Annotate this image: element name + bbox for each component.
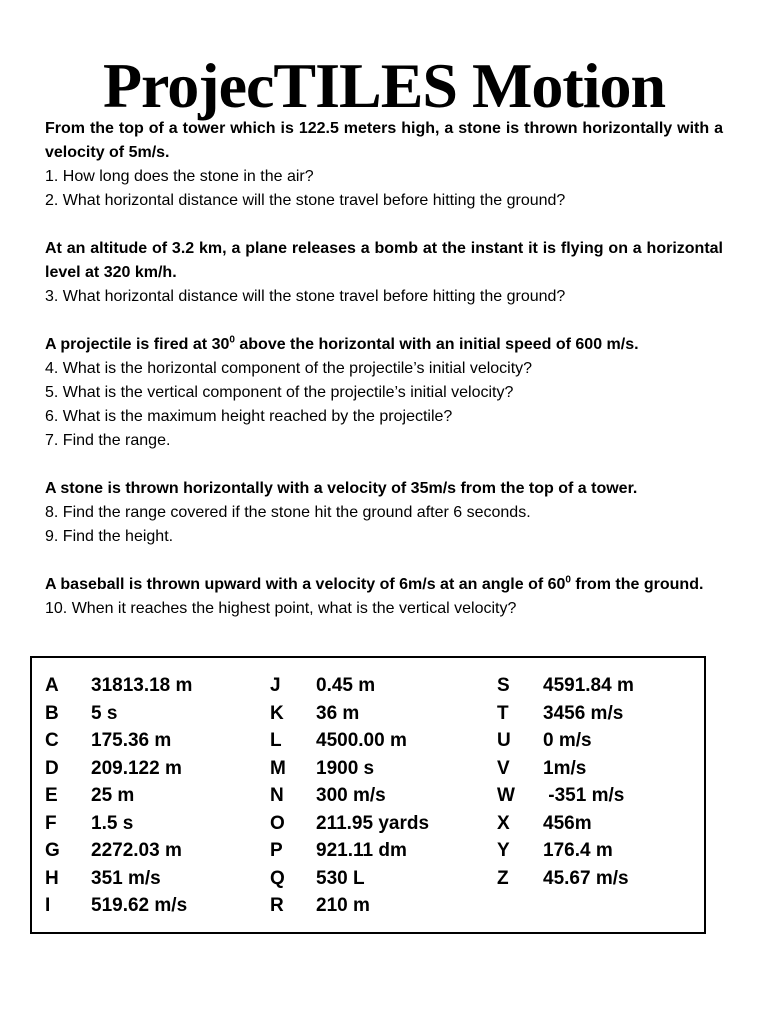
answer-letter: Y <box>497 840 510 861</box>
answer-value: 456m <box>543 812 592 834</box>
answer-letter: I <box>45 895 51 916</box>
statement-part: above the horizontal with an initial speed of 600 m/s. <box>234 336 639 353</box>
problem-statement <box>45 333 723 357</box>
answer-value: 25 m <box>91 785 135 806</box>
statement-part: A projectile is fired at 30 <box>45 336 230 353</box>
answer-letter: G <box>45 840 60 861</box>
answer-value: 3456 m/s <box>543 702 624 724</box>
answer-value: 4500.00 m <box>316 730 407 751</box>
degree-superscript: 0 <box>229 334 235 346</box>
answer-value: 4591.84 m <box>543 675 634 696</box>
answer-row <box>270 782 429 810</box>
page-title: ProjecTILES Motion <box>102 50 666 121</box>
answer-letter: K <box>270 702 284 724</box>
answer-letter: Q <box>270 867 285 889</box>
answer-row <box>45 700 192 728</box>
answer-letter: R <box>270 895 284 916</box>
answer-row <box>45 892 192 920</box>
answer-letter: C <box>45 730 59 751</box>
answer-value: 530 L <box>316 867 365 889</box>
answer-column-3 <box>497 672 634 892</box>
answer-row <box>45 837 192 865</box>
answer-letter: E <box>45 785 58 806</box>
question-6: 6. What is the maximum height reached by the projectile? <box>45 408 453 425</box>
answer-letter: M <box>270 757 286 779</box>
answer-letter: B <box>45 702 59 724</box>
answer-key-box <box>30 656 706 934</box>
answer-letter: T <box>497 702 509 724</box>
answer-row <box>270 755 429 783</box>
answer-value: 31813.18 m <box>91 675 193 696</box>
question-8: 8. Find the range covered if the stone hit the ground after 6 seconds. <box>45 504 531 521</box>
answer-letter: Z <box>497 867 509 889</box>
problem-list <box>45 117 723 645</box>
answer-value: 519.62 m/s <box>91 895 188 916</box>
answer-letter: N <box>270 785 284 806</box>
answer-row <box>497 672 634 700</box>
answer-value: 2272.03 m <box>91 840 182 861</box>
answer-row <box>497 865 634 893</box>
answer-letter: S <box>497 675 510 696</box>
question-4: 4. What is the horizontal component of the projectile’s initial velocity? <box>45 360 533 377</box>
answer-row <box>497 810 634 838</box>
answer-value: 175.36 m <box>91 730 172 751</box>
problem-1 <box>45 117 723 213</box>
answer-value: 921.11 dm <box>316 840 407 861</box>
answer-row <box>497 837 634 865</box>
answer-row <box>45 782 192 810</box>
answer-value: 176.4 m <box>543 840 613 861</box>
answer-row <box>45 755 192 783</box>
answer-value: 209.122 m <box>91 757 182 779</box>
answer-value: 210 m <box>316 895 370 916</box>
answer-letter: W <box>497 785 515 806</box>
problem-statement: A stone is thrown horizontally with a velocity of 35m/s from the top of a tower. <box>45 480 638 497</box>
answer-value: 1.5 s <box>91 812 134 834</box>
statement-part: A baseball is thrown upward with a velocity of 6m/s at an angle of 60 <box>45 576 566 593</box>
answer-value: 36 m <box>316 702 360 724</box>
answer-letter: D <box>45 757 59 779</box>
answer-value: 300 m/s <box>316 785 386 806</box>
answer-letter: A <box>45 675 59 696</box>
answer-row <box>270 837 429 865</box>
question-5: 5. What is the vertical component of the projectile’s initial velocity? <box>45 384 514 401</box>
answer-row <box>270 700 429 728</box>
question-1: 1. How long does the stone in the air? <box>45 168 314 185</box>
statement-part: from the ground. <box>570 576 704 593</box>
answer-value: 0.45 m <box>316 675 376 696</box>
answer-row <box>497 755 634 783</box>
answer-letter: J <box>270 675 281 696</box>
answer-row <box>270 727 429 755</box>
question-7: 7. Find the range. <box>45 432 171 449</box>
answer-row <box>45 672 192 700</box>
degree-superscript: 0 <box>565 574 571 586</box>
answer-row <box>45 865 192 893</box>
question-9: 9. Find the height. <box>45 528 174 545</box>
answer-row <box>270 892 429 920</box>
answer-row <box>270 672 429 700</box>
problem-4 <box>45 477 723 549</box>
problem-statement: From the top of a tower which is 122.5 meters high, a stone is thrown horizontally with a velocity of 5m/s. <box>45 120 723 161</box>
problem-statement: At an altitude of 3.2 km, a plane releases a bomb at the instant it is flying on a horizontal level at 320 km/h. <box>45 240 723 281</box>
answer-value: 1m/s <box>543 757 587 779</box>
answer-row <box>270 865 429 893</box>
answer-value: -351 m/s <box>543 785 625 806</box>
problem-3 <box>45 333 723 453</box>
answer-letter: V <box>497 757 510 779</box>
answer-row <box>497 700 634 728</box>
answer-letter: O <box>270 812 285 834</box>
question-3: 3. What horizontal distance will the stone travel before hitting the ground? <box>45 288 566 305</box>
answer-row <box>497 782 634 810</box>
answer-row <box>45 727 192 755</box>
answer-column-2 <box>270 672 429 920</box>
answer-letter: X <box>497 812 510 834</box>
question-2: 2. What horizontal distance will the stone travel before hitting the ground? <box>45 192 566 209</box>
answer-value: 351 m/s <box>91 867 161 889</box>
answer-letter: L <box>270 730 282 751</box>
answer-row <box>497 727 634 755</box>
answer-value: 0 m/s <box>543 730 592 751</box>
problem-5 <box>45 573 723 621</box>
problem-statement <box>45 573 723 597</box>
problem-2 <box>45 237 723 309</box>
answer-value: 1900 s <box>316 757 375 779</box>
answer-letter: F <box>45 812 57 834</box>
answer-value: 45.67 m/s <box>543 867 629 889</box>
answer-column-1 <box>45 672 192 920</box>
answer-row <box>45 810 192 838</box>
answer-row <box>270 810 429 838</box>
answer-value: 211.95 yards <box>316 812 430 834</box>
answer-letter: H <box>45 867 59 889</box>
answer-value: 5 s <box>91 702 118 724</box>
answer-letter: P <box>270 840 283 861</box>
question-10: 10. When it reaches the highest point, what is the vertical velocity? <box>45 600 517 617</box>
answer-letter: U <box>497 730 511 751</box>
